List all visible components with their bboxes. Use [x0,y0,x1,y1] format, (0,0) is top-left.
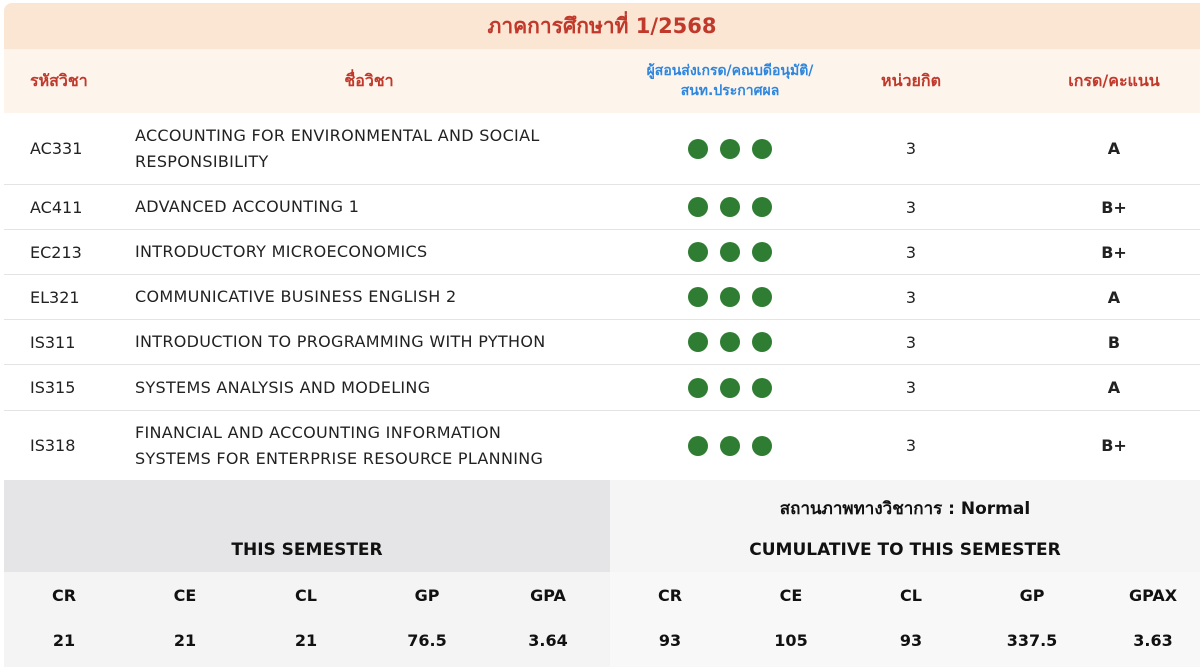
status-dots [630,230,830,274]
cum-value-gpax: 3.63 [1133,631,1173,650]
course-credit: 3 [905,197,917,217]
table-row [4,230,1200,275]
course-credit: 3 [905,139,917,158]
stat-header-gp: GP [414,586,440,605]
status-dots [630,365,830,410]
course-code: IS315 [30,378,76,397]
this-semester-header [4,480,610,572]
dean-approved-dot-icon [720,139,740,159]
course-name: INTRODUCTION TO PROGRAMMING WITH PYTHON [135,332,546,351]
stat-header-cr: CR [51,586,77,605]
course-name: COMMUNICATIVE BUSINESS ENGLISH 2 [135,287,457,306]
cum-header-cl: CL [900,586,922,605]
course-credit: 3 [905,332,917,352]
course-code: EL321 [30,287,80,307]
cumulative-header [610,480,1200,572]
result-announced-dot-icon [752,332,772,352]
table-row [4,113,1200,185]
cumulative-stats [610,572,1200,667]
course-credit: 3 [905,378,917,397]
status-dots [630,185,830,229]
course-name-line1: FINANCIAL AND ACCOUNTING INFORMATION [135,422,502,442]
this-semester-label: THIS SEMESTER [231,540,383,560]
stat-header-ce: CE [173,586,197,605]
result-announced-dot-icon [752,287,772,307]
course-grade: B+ [1101,197,1127,217]
grade-submitted-dot-icon [688,242,708,262]
header-status-line2: สนท.ประกาศผล [680,83,780,99]
grade-report-card [4,3,1200,667]
course-credit: 3 [905,242,917,262]
header-grade: เกรด/คะแนน [1068,70,1160,90]
header-status-line1: ผู้สอนส่งเกรด/คณบดีอนุมัติ/ [646,63,814,79]
semester-title-bar [4,3,1200,49]
cum-header-ce: CE [779,586,803,605]
cumulative-label: CUMULATIVE TO THIS SEMESTER [749,540,1061,560]
header-status [614,49,846,113]
stat-value-ce: 21 [173,631,197,650]
stat-value-cl: 21 [294,631,318,650]
dean-approved-dot-icon [720,197,740,217]
result-announced-dot-icon [752,378,772,398]
course-code: IS318 [30,436,76,455]
course-grade: A [1107,139,1121,158]
course-code: EC213 [30,242,82,262]
cum-value-ce: 105 [774,631,808,650]
cum-header-gpax: GPAX [1128,586,1178,605]
table-row [4,320,1200,365]
course-grade: B+ [1101,242,1127,262]
status-dots [630,411,830,480]
this-semester-stats [4,572,610,667]
course-name-line1: ACCOUNTING FOR ENVIRONMENTAL AND SOCIAL [135,125,540,145]
table-row [4,411,1200,480]
status-dots [630,320,830,364]
course-grade: A [1107,287,1121,307]
status-dots [630,113,830,184]
header-code: รหัสวิชา [30,70,88,90]
cum-value-gp: 337.5 [1006,631,1058,650]
course-name: SYSTEMS ANALYSIS AND MODELING [135,377,431,397]
dean-approved-dot-icon [720,332,740,352]
dean-approved-dot-icon [720,378,740,398]
course-name: ADVANCED ACCOUNTING 1 [135,197,360,216]
cum-header-gp: GP [1019,586,1045,605]
table-row [4,365,1200,411]
table-row [4,185,1200,230]
result-announced-dot-icon [752,242,772,262]
course-name-line2: SYSTEMS FOR ENTERPRISE RESOURCE PLANNING [135,448,544,468]
dean-approved-dot-icon [720,242,740,262]
header-name: ชื่อวิชา [344,70,394,90]
course-name [135,411,615,480]
grade-submitted-dot-icon [688,332,708,352]
course-name-line2: RESPONSIBILITY [135,151,269,171]
semester-title: ภาคการศึกษาที่ 1/2568 [487,13,717,38]
stat-header-cl: CL [295,586,317,605]
course-name [135,113,615,184]
course-grade: B+ [1101,436,1127,455]
grade-submitted-dot-icon [688,197,708,217]
cum-value-cr: 93 [658,631,682,650]
course-code: IS311 [30,332,76,352]
grade-submitted-dot-icon [688,287,708,307]
course-code: AC411 [30,197,83,217]
course-grade: A [1107,378,1121,397]
dean-approved-dot-icon [720,436,740,456]
course-grade: B [1107,332,1121,352]
course-credit: 3 [905,287,917,307]
grade-submitted-dot-icon [688,436,708,456]
academic-status: สถานภาพทางวิชาการ : Normal [779,499,1031,519]
result-announced-dot-icon [752,139,772,159]
result-announced-dot-icon [752,197,772,217]
cum-header-cr: CR [657,586,683,605]
course-name: INTRODUCTORY MICROECONOMICS [135,242,428,261]
grade-submitted-dot-icon [688,139,708,159]
course-code: AC331 [30,139,83,158]
stat-value-gpa: 3.64 [528,631,568,650]
header-credit: หน่วยกิต [881,70,941,90]
stat-value-gp: 76.5 [407,631,447,650]
cum-value-cl: 93 [899,631,923,650]
dean-approved-dot-icon [720,287,740,307]
result-announced-dot-icon [752,436,772,456]
grade-submitted-dot-icon [688,378,708,398]
stat-header-gpa: GPA [530,586,566,605]
stat-value-cr: 21 [52,631,76,650]
status-dots [630,275,830,319]
table-row [4,275,1200,320]
course-credit: 3 [905,436,917,455]
table-header [4,49,1200,113]
